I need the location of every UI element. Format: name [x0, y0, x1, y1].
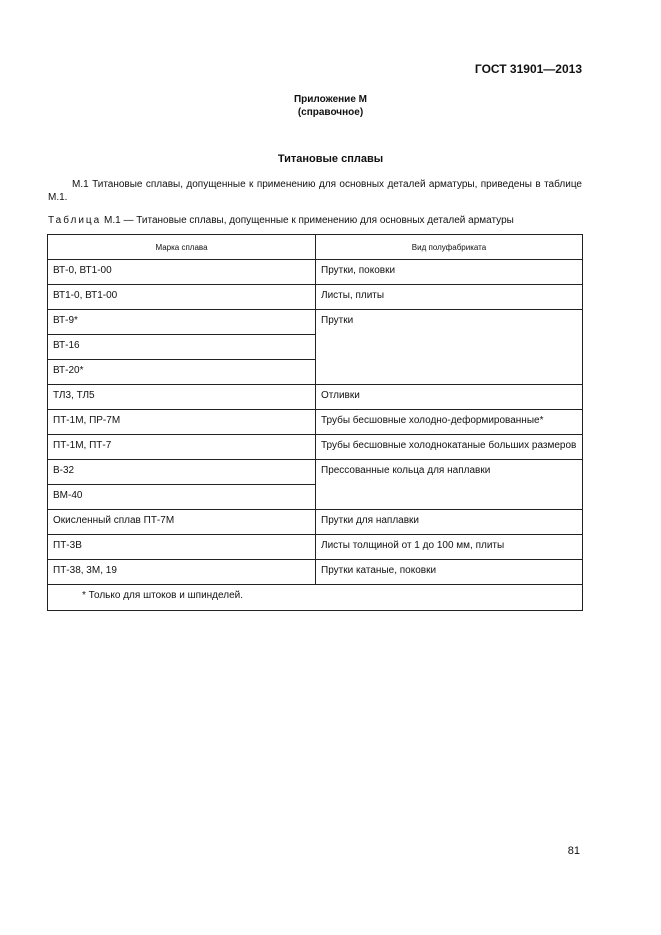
table-caption-text: М.1 — Титановые сплавы, допущенные к применению для основных деталей арматуры	[104, 215, 514, 226]
table-row	[48, 285, 583, 310]
cell-grade: В-32	[48, 460, 316, 485]
cell-grade: ВТ1-0, ВТ1-00	[48, 285, 316, 310]
column-header-form: Вид полуфабриката	[316, 235, 583, 260]
table-row	[48, 535, 583, 560]
cell-form: Листы толщиной от 1 до 100 мм, плиты	[316, 535, 583, 560]
table-row	[48, 260, 583, 285]
cell-grade: ВТ-9*	[48, 310, 316, 335]
cell-grade: ТЛ3, ТЛ5	[48, 385, 316, 410]
table-row	[48, 560, 583, 585]
table-row	[48, 510, 583, 535]
cell-grade: ВТ-20*	[48, 360, 316, 385]
cell-grade: ВМ-40	[48, 485, 316, 510]
cell-grade: ПТ-1М, ПР-7М	[48, 410, 316, 435]
appendix-heading	[0, 93, 661, 119]
column-header-grade: Марка сплава	[48, 235, 316, 260]
document-code: ГОСТ 31901—2013	[474, 62, 582, 76]
cell-grade: ПТ-3В	[48, 535, 316, 560]
cell-grade: ВТ-0, ВТ1-00	[48, 260, 316, 285]
cell-form: Прессованные кольца для наплавки	[316, 460, 583, 510]
cell-form: Прутки для наплавки	[316, 510, 583, 535]
cell-form: Прутки, поковки	[316, 260, 583, 285]
section-title: Титановые сплавы	[277, 153, 384, 165]
cell-form: Трубы бесшовные холоднокатаные больших размеров	[316, 435, 583, 460]
page-number: 81	[567, 845, 580, 857]
table-row	[48, 435, 583, 460]
cell-form: Отливки	[316, 385, 583, 410]
cell-grade: ПТ-1М, ПТ-7	[48, 435, 316, 460]
table-caption	[48, 215, 588, 226]
cell-form: Трубы бесшовные холодно-деформированные*	[316, 410, 583, 435]
cell-grade: ПТ-38, 3М, 19	[48, 560, 316, 585]
cell-form: Листы, плиты	[316, 285, 583, 310]
appendix-subtitle: (справочное)	[297, 107, 364, 118]
cell-form: Прутки	[316, 310, 583, 385]
table-row	[48, 310, 583, 335]
cell-grade: ВТ-16	[48, 335, 316, 360]
table-row	[48, 460, 583, 485]
cell-grade: Окисленный сплав ПТ-7М	[48, 510, 316, 535]
appendix-title: Приложение М	[293, 94, 368, 105]
table-header-row	[48, 235, 583, 260]
table-row	[48, 385, 583, 410]
table-footnote-row	[48, 585, 583, 611]
table-row	[48, 410, 583, 435]
table-footnote: * Только для штоков и шпинделей.	[48, 585, 583, 611]
intro-paragraph: М.1 Титановые сплавы, допущенные к применению для основных деталей арматуры, приведены в таблице М.1.	[48, 179, 582, 203]
table-caption-prefix: Таблица	[48, 215, 102, 226]
alloys-table	[47, 234, 583, 611]
cell-form: Прутки катаные, поковки	[316, 560, 583, 585]
